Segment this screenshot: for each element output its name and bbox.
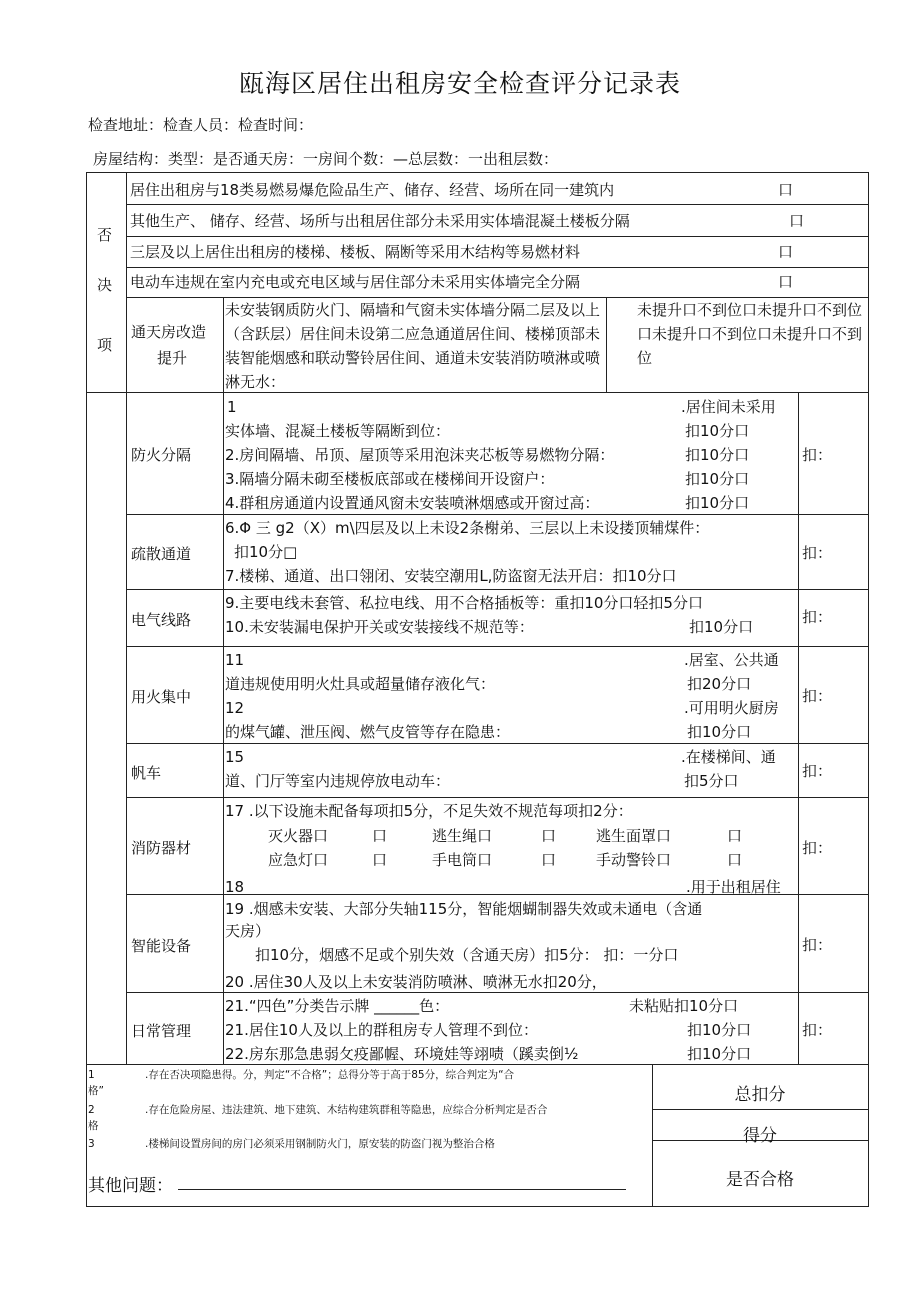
smart-line1: 19 .烟感未安装、大部分失轴115分，智能烟蝴制器失效或未通电（含通 xyxy=(225,900,703,918)
smart-line3[interactable]: 扣10分，烟感不足或个别失效（含通天房）扣5分： 扣：一分口 xyxy=(255,946,679,964)
smart-line2: 天房） xyxy=(225,922,271,940)
section-label-fire-equipment: 消防器材 xyxy=(131,839,192,857)
note-3-num: 3 xyxy=(88,1138,95,1150)
fire-use-deduct: 扣： xyxy=(802,687,833,705)
evac-deduct: 扣： xyxy=(802,544,833,562)
section-label-electrical: 电气线路 xyxy=(131,611,192,629)
equip-flashlight-box[interactable]: 口 xyxy=(541,851,557,869)
fire-use-line1-tail: .居室、公共通 xyxy=(684,651,779,669)
section-label-smart-devices: 智能设备 xyxy=(131,937,192,955)
veto-item-4: 电动车违规在室内充电或充电区域与居住部分未采用实体墙完全分隔 xyxy=(130,273,581,291)
equip-line4-tail: .用于出租居住 xyxy=(686,878,781,896)
fire-sep-line5-score[interactable]: 扣10分口 xyxy=(685,494,750,512)
section-label-fire-use: 用火集中 xyxy=(131,688,192,706)
elec-line1[interactable]: 9.主要电线未套管、私拉电线、用不合格插板等：重扣10分口轻扣5分口 xyxy=(225,594,703,612)
other-issues-label: 其他问题： xyxy=(88,1176,173,1196)
other-issues-line[interactable] xyxy=(178,1189,626,1190)
fire-use-line3-tail: .可用明火厨房 xyxy=(684,699,779,717)
score-label: 得分 xyxy=(743,1126,777,1146)
upgrade-label-line1: 通天房改造 xyxy=(131,323,207,341)
veto-label-char-1: 否 xyxy=(97,226,113,244)
ebike-line2: 道、门厅等室内违规停放电动车： xyxy=(225,772,451,790)
veto-item-4-checkbox[interactable]: 口 xyxy=(778,273,794,291)
note-3-text: .楼梯间设置房间的房门必须采用钢制防火门，原安装的防盗门视为整治合格 xyxy=(145,1138,495,1150)
fire-use-line2-score[interactable]: 扣20分口 xyxy=(687,675,752,693)
evac-line2[interactable]: 扣10分□ xyxy=(234,543,298,561)
upgrade-label-line2: 提升 xyxy=(157,349,188,367)
daily-line3-score[interactable]: 扣10分口 xyxy=(687,1045,752,1063)
fire-use-line2: 道违规使用明火灶具或超量储存液化气： xyxy=(225,675,496,693)
section-label-daily-management: 日常管理 xyxy=(131,1022,192,1040)
section-label-fire-separation: 防火分隔 xyxy=(131,446,192,464)
fire-use-line4-score[interactable]: 扣10分口 xyxy=(687,723,752,741)
equip-escape-rope-box[interactable]: 口 xyxy=(541,827,557,845)
qualified-label: 是否合格 xyxy=(726,1170,794,1190)
daily-deduct: 扣： xyxy=(802,1021,833,1039)
daily-line1: 21.“四色”分类告示牌 ______色： xyxy=(225,997,450,1015)
ebike-line2-score[interactable]: 扣5分口 xyxy=(684,772,739,790)
upgrade-description: 未安装钢质防火门、隔墙和气窗未实体墙分隔二层及以上（含跃层）居住间未设第二应急通道居住间、楼梯顶部未装智能烟感和联动警铃居住间、通道未安装消防喷淋或喷淋无水： xyxy=(225,301,601,391)
total-deduct-label: 总扣分 xyxy=(734,1085,786,1105)
evac-line1: 6.Φ 三 g2（X）m\四层及以上未设2条榭弟、三层以上未设搂顶辅煤件： xyxy=(225,519,710,537)
equip-line4-num: 18 xyxy=(225,878,245,896)
ebike-line1-tail: .在楼梯间、通 xyxy=(681,748,776,766)
fire-sep-line4: 3.隔墙分隔未砌至楼板底部或在楼梯间开设窗户： xyxy=(225,470,555,488)
daily-line2: 21.居住10人及以上的群租房专人管理不到位： xyxy=(225,1021,538,1039)
fire-use-line4: 的煤气罐、泄压阀、燃气皮管等存在隐患： xyxy=(225,723,511,741)
evac-line3[interactable]: 7.楼梯、通道、出口翎闭、安装空潮用L,防盗窗无法开启：扣10分口 xyxy=(225,567,677,585)
note-2-text: .存在危险房屋、违法建筑、地下建筑、木结构建筑群租等隐患，应综合分析判定是否合 xyxy=(145,1104,548,1116)
note-2-num: 2 xyxy=(88,1104,95,1116)
veto-item-3-checkbox[interactable]: 口 xyxy=(778,243,794,261)
elec-line2-score[interactable]: 扣10分口 xyxy=(689,618,754,636)
header-info-line2: 房屋结构：类型：是否通天房：一房间个数：—总层数：一出租层数： xyxy=(93,150,559,168)
page-title: 瓯海区居住出租房安全检查评分记录表 xyxy=(238,69,681,98)
daily-line1-score[interactable]: 未粘贴扣10分口 xyxy=(629,997,739,1015)
fire-sep-line3-score[interactable]: 扣10分口 xyxy=(685,446,750,464)
veto-label-char-2: 决 xyxy=(97,276,113,294)
equip-manual-alarm[interactable]: 手动警铃口 xyxy=(596,851,672,869)
equip-manual-alarm-box[interactable]: 口 xyxy=(727,851,743,869)
section-label-ebike: 帆车 xyxy=(131,764,162,782)
daily-line2-score[interactable]: 扣10分口 xyxy=(687,1021,752,1039)
fire-use-line1-num: 11 xyxy=(225,651,245,669)
fire-use-line3-num: 12 xyxy=(225,699,245,717)
equip-deduct: 扣： xyxy=(802,839,833,857)
note-2-cont: 格 xyxy=(88,1120,99,1132)
equip-line1: 17 .以下设施未配备每项扣5分，不足失效不规范每项扣2分： xyxy=(225,802,633,820)
equip-escape-rope[interactable]: 逃生绳口 xyxy=(432,827,493,845)
section-label-evacuation: 疏散通道 xyxy=(131,545,192,563)
veto-item-2-checkbox[interactable]: 口 xyxy=(789,212,805,230)
fire-sep-deduct: 扣： xyxy=(802,446,833,464)
note-1-text: .存在否决项隐患得。分，判定“不合格”；总得分等于高于85分，综合判定为“合 xyxy=(145,1069,515,1081)
header-info-line1: 检查地址：检查人员：检查时间： xyxy=(88,116,314,134)
ebike-line1-num: 15 xyxy=(225,748,245,766)
fire-sep-line5: 4.群租房通道内设置通风窗未安装喷淋烟感或开窗过高： xyxy=(225,494,600,512)
veto-item-3: 三层及以上居住出租房的楼梯、楼板、隔断等采用木结构等易燃材料 xyxy=(130,243,581,261)
note-1-num: 1 xyxy=(88,1069,95,1081)
veto-item-1: 居住出租房与18类易燃易爆危险品生产、储存、经营、场所在同一建筑内 xyxy=(130,181,615,199)
fire-sep-line2: 实体墙、混凝土楼板等隔断到位： xyxy=(225,422,451,440)
fire-sep-line3: 2.房间隔墙、吊顶、屋顶等采用泡沫夹芯板等易燃物分隔： xyxy=(225,446,615,464)
ebike-deduct: 扣： xyxy=(802,762,833,780)
equip-extinguisher-box[interactable]: 口 xyxy=(372,827,388,845)
fire-sep-line1-num: 1 xyxy=(227,398,237,416)
equip-emergency-light-box[interactable]: 口 xyxy=(372,851,388,869)
smart-line4: 20 .居住30人及以上未安装消防喷淋、喷淋无水扣20分， xyxy=(225,973,607,991)
veto-label-char-3: 项 xyxy=(97,336,113,354)
fire-sep-line2-score[interactable]: 扣10分口 xyxy=(685,422,750,440)
fire-sep-line4-score[interactable]: 扣10分口 xyxy=(685,470,750,488)
smart-deduct: 扣： xyxy=(802,936,833,954)
equip-emergency-light[interactable]: 应急灯口 xyxy=(268,851,329,869)
equip-escape-mask[interactable]: 逃生面罩口 xyxy=(596,827,672,845)
fire-sep-line1-tail: .居住间未采用 xyxy=(681,398,776,416)
upgrade-marks[interactable]: 未提升口不到位口未提升口不到位口未提升口不到位口未提升口不到位 xyxy=(637,301,863,367)
equip-flashlight[interactable]: 手电筒口 xyxy=(432,851,493,869)
equip-extinguisher[interactable]: 灭火器口 xyxy=(268,827,329,845)
elec-deduct: 扣： xyxy=(802,608,833,626)
daily-line3: 22.房东那急患弱攵疫鄙幄、环境娃等翊啧（蹊卖倒½ xyxy=(225,1045,579,1063)
veto-item-1-checkbox[interactable]: 口 xyxy=(778,181,794,199)
elec-line2: 10.未安装漏电保护开关或安装接线不规范等： xyxy=(225,618,534,636)
veto-item-2: 其他生产、 储存、经营、场所与出租居住部分未采用实体墙混凝土楼板分隔 xyxy=(130,212,630,230)
note-1-cont: 格” xyxy=(88,1085,104,1097)
equip-escape-mask-box[interactable]: 口 xyxy=(727,827,743,845)
